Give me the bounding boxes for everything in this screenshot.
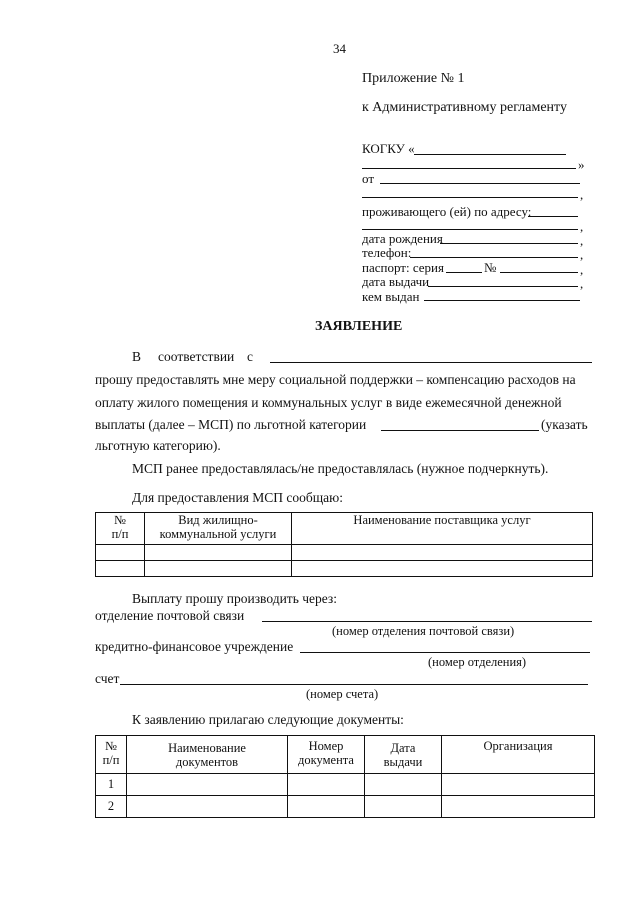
body-p1-line1: прошу предоставлять мне меру социальной поддержки – компенсацию расходов на: [95, 372, 576, 387]
table-row: [96, 774, 595, 796]
bank-line[interactable]: [300, 652, 590, 653]
table-cell[interactable]: [145, 545, 292, 561]
docs-col-date: Дата выдачи: [365, 736, 442, 774]
table-row: [96, 545, 593, 561]
from-label: от: [362, 171, 375, 186]
services-table-header: [96, 513, 593, 545]
comma-6: ,: [580, 276, 584, 291]
address-line-2[interactable]: [362, 229, 578, 230]
services-table: [95, 512, 593, 577]
table-cell[interactable]: [288, 796, 365, 818]
from-line-2[interactable]: [362, 197, 578, 198]
kogku-line[interactable]: [414, 154, 566, 155]
table-cell[interactable]: [292, 545, 593, 561]
comma-4: ,: [580, 247, 584, 262]
passport-series-label: паспорт: серия: [362, 260, 444, 275]
table-cell[interactable]: [442, 774, 595, 796]
comma-3: ,: [580, 233, 584, 248]
docs-col-name: Наименование документов: [127, 736, 288, 774]
post-office-label: отделение почтовой связи: [95, 608, 245, 623]
body-p1-line3b: (указать: [541, 417, 588, 432]
basis-line[interactable]: [270, 362, 592, 363]
phone-line[interactable]: [410, 257, 578, 258]
post-office-line[interactable]: [262, 621, 592, 622]
services-col-provider: Наименование поставщика услуг: [292, 513, 593, 545]
body-p1-word-c: с: [247, 349, 253, 364]
issued-by-line[interactable]: [424, 300, 580, 301]
row-number: 2: [96, 796, 127, 818]
body-p1-line2: оплату жилого помещения и коммунальных услуг в виде ежемесячной денежной: [95, 395, 562, 410]
body-p1-line4: льготную категорию).: [95, 438, 221, 453]
body-p1-word-a: В: [132, 349, 142, 364]
table-row: [96, 561, 593, 577]
bank-label: кредитно-финансовое учреждение: [95, 639, 294, 654]
table-cell[interactable]: [292, 561, 593, 577]
passport-number-line[interactable]: [500, 272, 578, 273]
account-label: счет: [95, 671, 120, 686]
row-number: 1: [96, 774, 127, 796]
services-col-number: № п/п: [96, 513, 145, 545]
services-col-type: Вид жилищно- коммунальной услуги: [145, 513, 292, 545]
appendix-subtitle: к Административному регламенту: [362, 100, 567, 115]
table-cell[interactable]: [365, 774, 442, 796]
document-title: ЗАЯВЛЕНИЕ: [315, 319, 403, 334]
passport-number-label: №: [484, 260, 497, 275]
kogku-line-2[interactable]: [362, 168, 576, 169]
table-cell[interactable]: [145, 561, 292, 577]
appendix-title: Приложение № 1: [362, 71, 465, 86]
table-cell[interactable]: [96, 561, 145, 577]
category-line[interactable]: [381, 430, 539, 431]
docs-col-organization: Организация: [442, 736, 595, 774]
bank-caption: (номер отделения): [428, 655, 527, 669]
table-cell[interactable]: [442, 796, 595, 818]
table-cell[interactable]: [127, 796, 288, 818]
passport-series-line[interactable]: [446, 272, 482, 273]
table-cell[interactable]: [127, 774, 288, 796]
comma-2: ,: [580, 219, 584, 234]
body-p1-word-b: соответствии: [158, 349, 235, 364]
kogku-label: КОГКУ «: [362, 141, 415, 156]
issued-by-label: кем выдан: [362, 289, 420, 304]
issue-date-line[interactable]: [428, 286, 578, 287]
post-office-caption: (номер отделения почтовой связи): [332, 624, 515, 638]
comma-5: ,: [580, 262, 584, 277]
documents-table-header: [96, 736, 595, 774]
table-cell[interactable]: [96, 545, 145, 561]
body-p2: МСП ранее предоставлялась/не предоставлялась (нужное подчеркнуть).: [132, 461, 549, 476]
body-p3: Для предоставления МСП сообщаю:: [132, 490, 343, 505]
address-line[interactable]: [528, 216, 578, 217]
docs-col-number: № п/п: [96, 736, 127, 774]
account-line[interactable]: [120, 684, 588, 685]
documents-table: [95, 735, 595, 818]
body-p1-line3a: выплаты (далее – МСП) по льготной категории: [95, 417, 367, 432]
table-row: [96, 796, 595, 818]
phone-label: телефон:: [362, 245, 412, 260]
page-number: 34: [333, 41, 346, 56]
issue-date-label: дата выдачи: [362, 274, 430, 289]
birth-date-label: дата рождения: [362, 231, 443, 246]
account-caption: (номер счета): [306, 687, 379, 701]
birth-date-line[interactable]: [440, 243, 578, 244]
quote-close: »: [578, 157, 585, 172]
attach-intro: К заявлению прилагаю следующие документы:: [132, 712, 404, 727]
payment-intro: Выплату прошу производить через:: [132, 591, 337, 606]
from-line[interactable]: [380, 183, 580, 184]
docs-col-doc-number: Номер документа: [288, 736, 365, 774]
table-cell[interactable]: [288, 774, 365, 796]
comma-1: ,: [580, 187, 584, 202]
address-label: проживающего (ей) по адресу:: [362, 204, 532, 219]
table-cell[interactable]: [365, 796, 442, 818]
